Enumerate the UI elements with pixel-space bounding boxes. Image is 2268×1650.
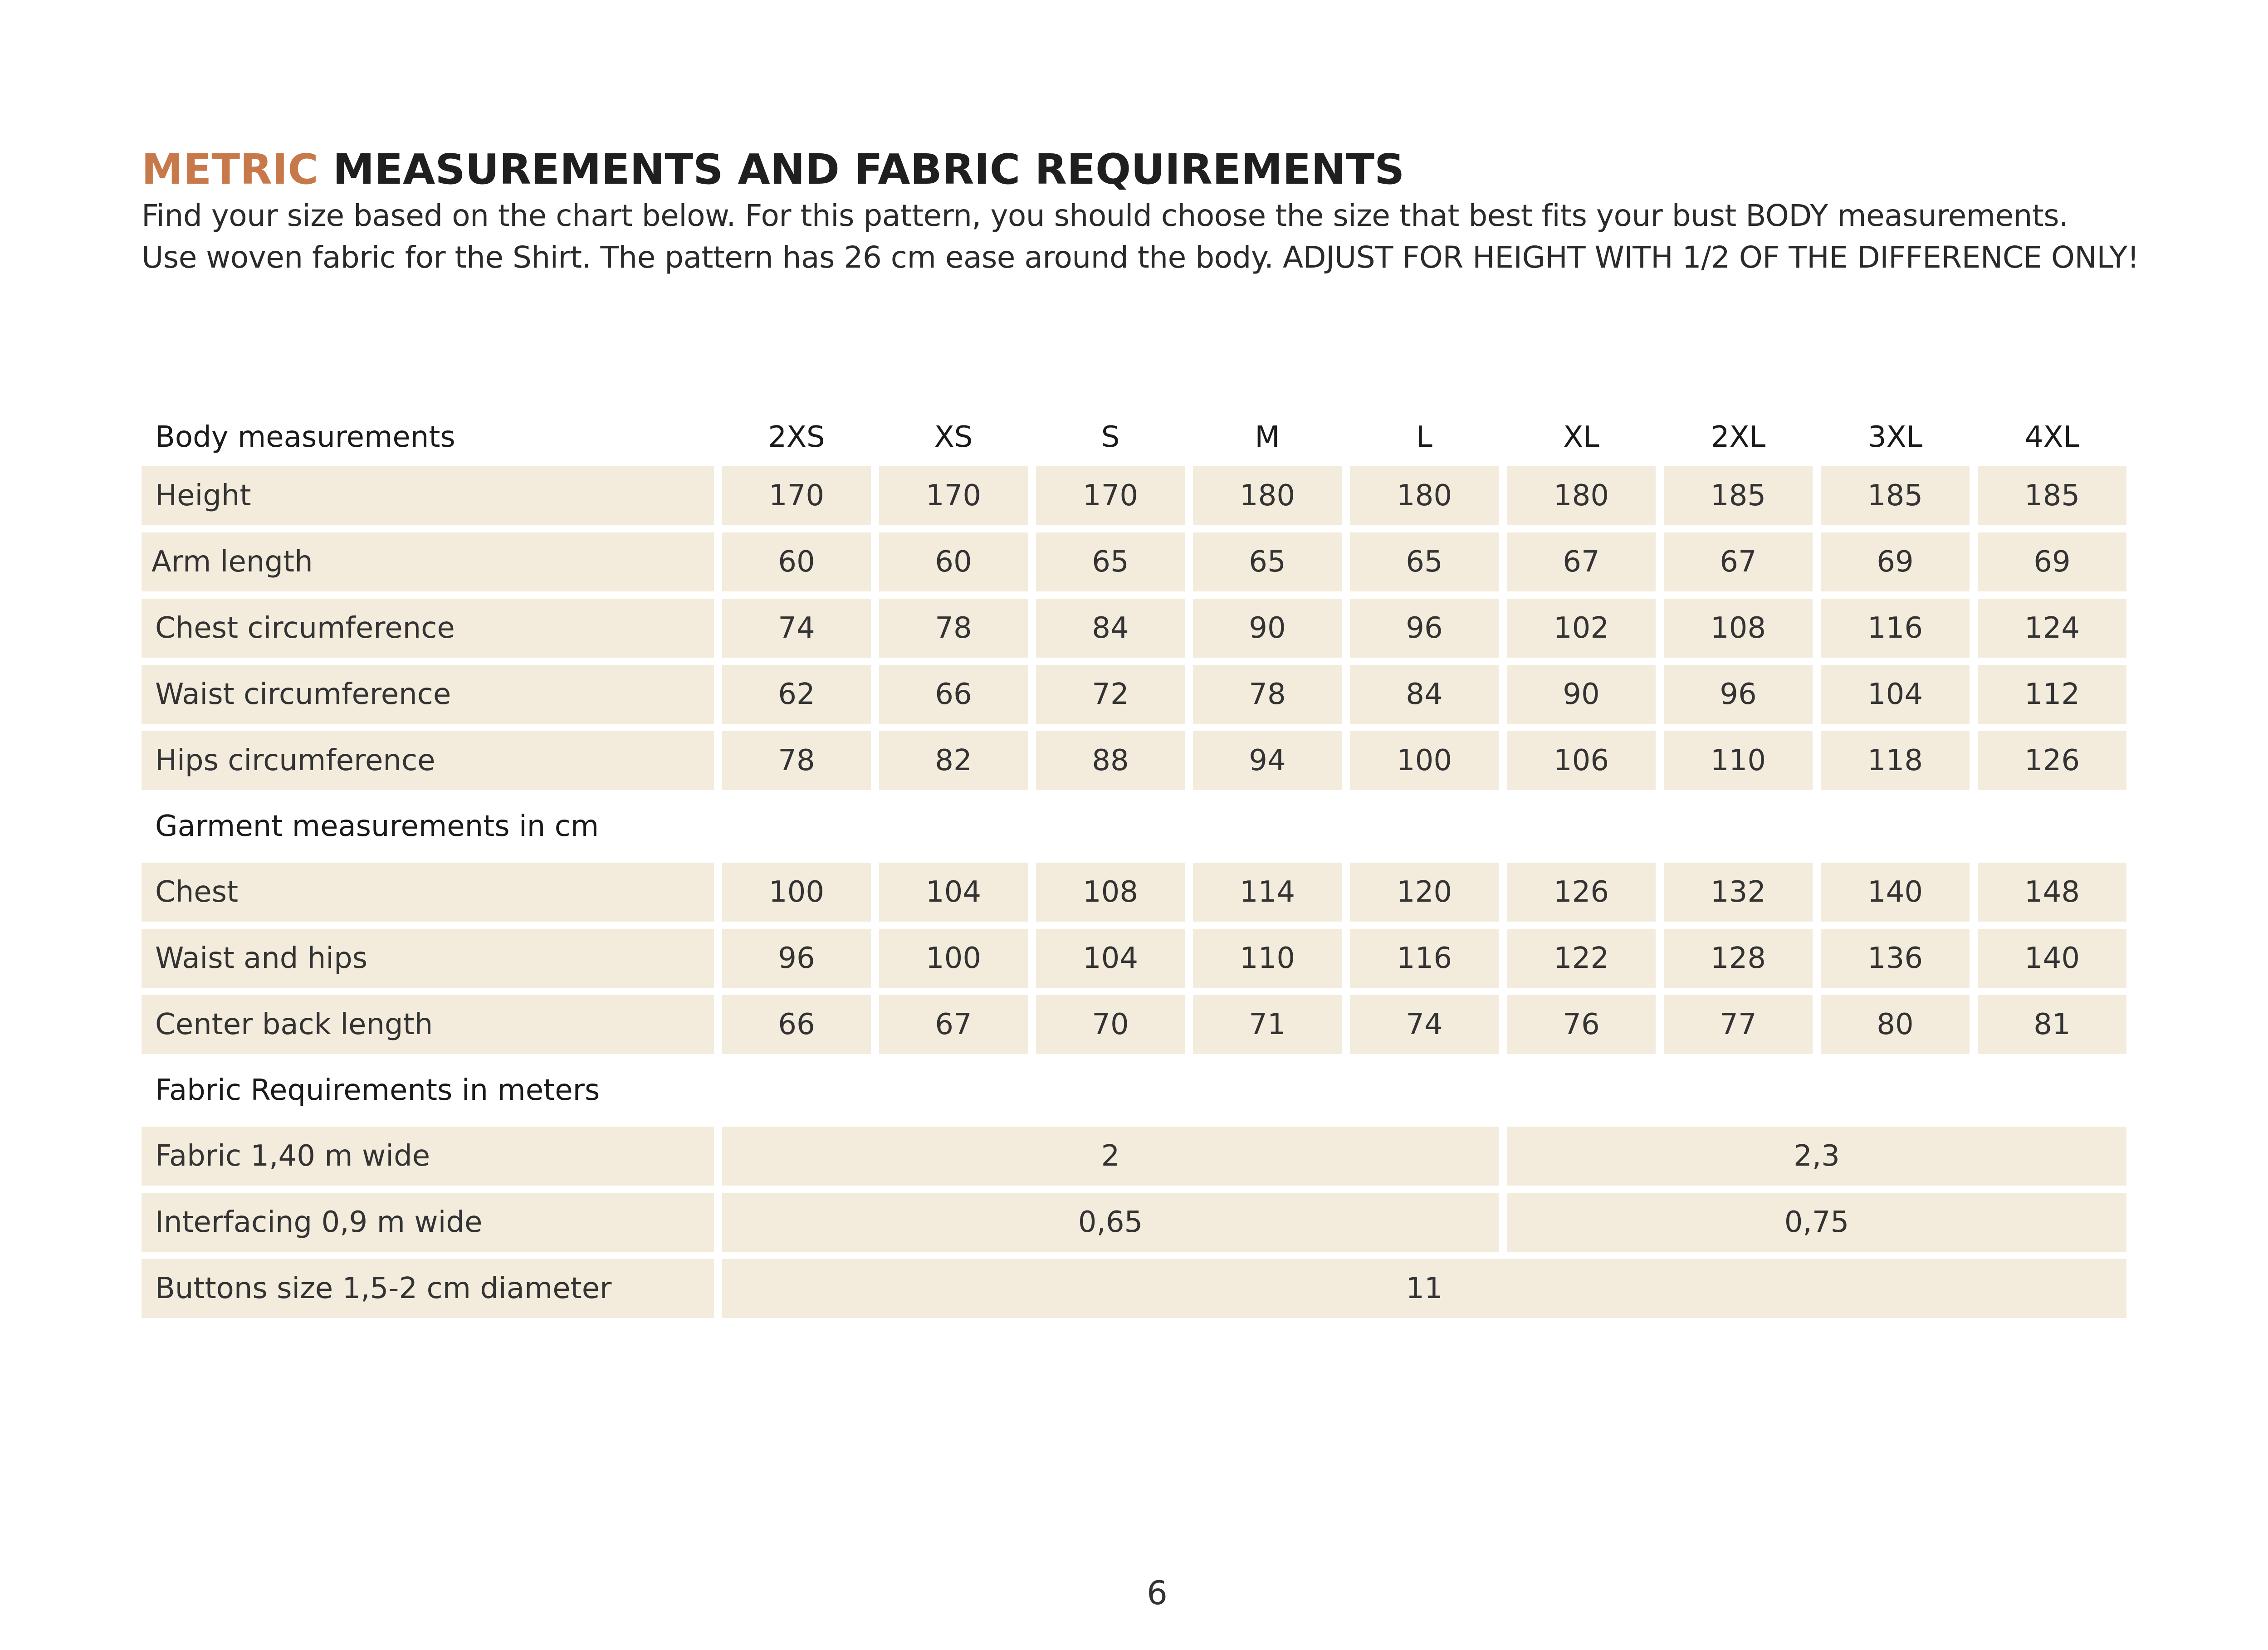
row-label: Waist and hips [142, 929, 714, 988]
page-title [142, 144, 2228, 195]
table-cell: 65 [1350, 532, 1499, 591]
table-cell: 106 [1507, 731, 1656, 790]
row-label: Waist circumference [142, 665, 714, 724]
table-cell: 0,65 [722, 1193, 1499, 1252]
table-cell: 180 [1350, 466, 1499, 525]
table-cell: 185 [1664, 466, 1813, 525]
table-row-arm-length [142, 532, 2126, 591]
table-cell: 84 [1350, 665, 1499, 724]
table-row-waist-circumference [142, 665, 2126, 724]
row-label: Fabric 1,40 m wide [142, 1127, 714, 1186]
intro-line-1: Find your size based on the chart below. For this pattern, you should choose the size that best fits your bust BODY measurements. [142, 198, 2068, 233]
table-cell: 100 [1350, 731, 1499, 790]
table-cell: 116 [1350, 929, 1499, 988]
table-cell: 170 [879, 466, 1028, 525]
row-label: Height [142, 466, 714, 525]
size-header: L [1416, 420, 1432, 454]
size-header: M [1255, 420, 1280, 454]
table-cell: 100 [722, 863, 871, 922]
table-cell: 140 [1978, 929, 2126, 988]
table-cell: 67 [879, 995, 1028, 1054]
table-cell: 78 [879, 599, 1028, 658]
table-cell: 132 [1664, 863, 1813, 922]
table-cell: 90 [1193, 599, 1342, 658]
table-cell: 170 [722, 466, 871, 525]
table-row-chest [142, 863, 2126, 922]
table-cell: 76 [1507, 995, 1656, 1054]
title-rest: MEASUREMENTS AND FABRIC REQUIREMENTS [332, 145, 1405, 194]
table-cell: 110 [1664, 731, 1813, 790]
table-cell: 81 [1978, 995, 2126, 1054]
row-label: Chest circumference [142, 599, 714, 658]
table-cell: 122 [1507, 929, 1656, 988]
table-cell: 104 [879, 863, 1028, 922]
fabric-section-row [142, 1061, 2126, 1119]
table-cell: 126 [1978, 731, 2126, 790]
table-cell: 67 [1664, 532, 1813, 591]
table-cell: 185 [1821, 466, 1970, 525]
table-cell: 0,75 [1507, 1193, 2126, 1252]
table-cell: 118 [1821, 731, 1970, 790]
table-cell: 69 [1821, 532, 1970, 591]
table-cell: 180 [1193, 466, 1342, 525]
table-cell: 104 [1036, 929, 1185, 988]
size-header: XS [934, 420, 973, 454]
table-row-hips-circumference [142, 731, 2126, 790]
table-cell: 70 [1036, 995, 1185, 1054]
table-cell: 100 [879, 929, 1028, 988]
table-cell: 124 [1978, 599, 2126, 658]
row-label: Chest [142, 863, 714, 922]
table-cell: 94 [1193, 731, 1342, 790]
table-cell: 82 [879, 731, 1028, 790]
table-cell: 110 [1193, 929, 1342, 988]
table-cell: 148 [1978, 863, 2126, 922]
table-cell: 90 [1507, 665, 1656, 724]
title-accent: METRIC [142, 145, 318, 194]
table-cell: 2,3 [1507, 1127, 2126, 1186]
table-cell: 108 [1664, 599, 1813, 658]
table-cell: 88 [1036, 731, 1185, 790]
table-cell: 66 [722, 995, 871, 1054]
size-header: S [1101, 420, 1120, 454]
table-cell: 72 [1036, 665, 1185, 724]
size-header: XL [1563, 420, 1599, 454]
row-label: Buttons size 1,5-2 cm diameter [142, 1259, 714, 1318]
table-row-chest-circumference [142, 599, 2126, 658]
table-cell: 128 [1664, 929, 1813, 988]
table-cell: 108 [1036, 863, 1185, 922]
row-label: Hips circumference [142, 731, 714, 790]
row-label: Arm length [142, 532, 714, 591]
table-cell: 84 [1036, 599, 1185, 658]
size-chart-table [133, 408, 2135, 1325]
table-row-center-back-length [142, 995, 2126, 1054]
table-row-interfacing [142, 1193, 2126, 1252]
table-cell: 96 [722, 929, 871, 988]
table-cell: 120 [1350, 863, 1499, 922]
table-cell: 116 [1821, 599, 1970, 658]
table-cell: 112 [1978, 665, 2126, 724]
table-cell: 2 [722, 1127, 1499, 1186]
table-cell: 96 [1350, 599, 1499, 658]
garment-section-row [142, 797, 2126, 855]
table-cell: 78 [1193, 665, 1342, 724]
body-measurements-heading: Body measurements [155, 420, 455, 454]
table-cell: 69 [1978, 532, 2126, 591]
table-row-waist-and-hips [142, 929, 2126, 988]
table-cell: 60 [722, 532, 871, 591]
fabric-requirements-heading: Fabric Requirements in meters [155, 1074, 600, 1107]
table-row-buttons [142, 1259, 2126, 1318]
table-cell: 62 [722, 665, 871, 724]
table-cell: 67 [1507, 532, 1656, 591]
table-cell: 78 [722, 731, 871, 790]
table-cell: 180 [1507, 466, 1656, 525]
table-cell: 170 [1036, 466, 1185, 525]
size-header: 4XL [2024, 420, 2080, 454]
table-cell: 74 [1350, 995, 1499, 1054]
table-row-fabric [142, 1127, 2126, 1186]
table-cell: 65 [1193, 532, 1342, 591]
table-cell: 136 [1821, 929, 1970, 988]
garment-measurements-heading: Garment measurements in cm [155, 810, 599, 843]
size-header: 3XL [1867, 420, 1923, 454]
table-cell: 96 [1664, 665, 1813, 724]
size-header: 2XL [1711, 420, 1766, 454]
table-cell: 80 [1821, 995, 1970, 1054]
table-cell: 185 [1978, 466, 2126, 525]
page-number: 6 [1147, 1574, 1168, 1612]
table-cell: 65 [1036, 532, 1185, 591]
table-cell: 11 [722, 1259, 2126, 1318]
intro-line-2: Use woven fabric for the Shirt. The pattern has 26 cm ease around the body. ADJUST FOR HEIGHT WITH 1/2 OF THE DIFFERENCE ONLY! [142, 240, 2139, 275]
table-cell: 60 [879, 532, 1028, 591]
table-cell: 102 [1507, 599, 1656, 658]
row-label: Interfacing 0,9 m wide [142, 1193, 714, 1252]
table-cell: 77 [1664, 995, 1813, 1054]
table-cell: 74 [722, 599, 871, 658]
table-cell: 126 [1507, 863, 1656, 922]
page-header [142, 144, 2228, 278]
size-header-row [142, 415, 2126, 459]
table-cell: 71 [1193, 995, 1342, 1054]
size-header: 2XS [768, 420, 825, 454]
table-cell: 104 [1821, 665, 1970, 724]
table-cell: 66 [879, 665, 1028, 724]
table-cell: 114 [1193, 863, 1342, 922]
table-cell: 140 [1821, 863, 1970, 922]
row-label: Center back length [142, 995, 714, 1054]
table-row-height [142, 466, 2126, 525]
